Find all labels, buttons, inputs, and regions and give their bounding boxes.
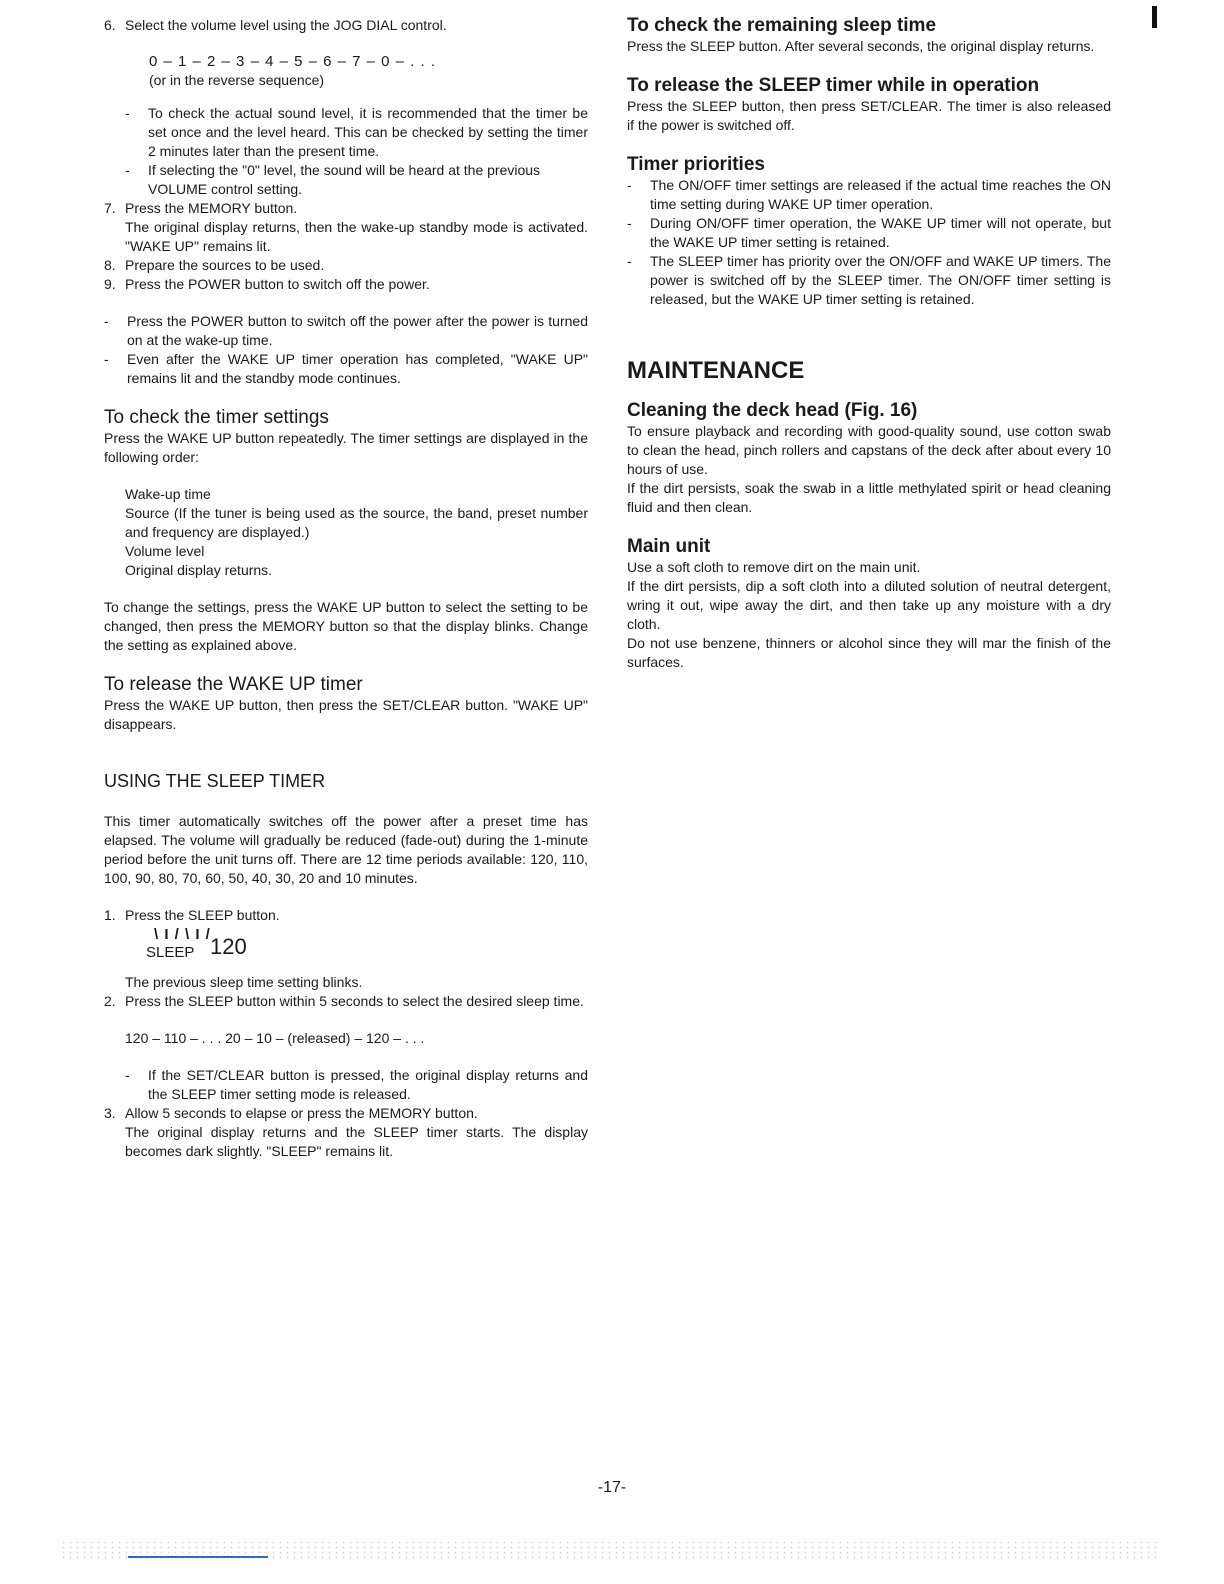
sleep-step-1-note: The previous sleep time setting blinks. — [125, 974, 363, 990]
list-item: Volume level — [125, 543, 205, 559]
step-8 — [104, 256, 588, 275]
sleep-display-label: SLEEP — [146, 944, 195, 961]
step-text: Press the POWER button to switch off the power. — [125, 276, 430, 292]
section-heading-maintenance: MAINTENANCE — [627, 357, 805, 384]
section-heading-release-sleep: To release the SLEEP timer while in operation — [627, 75, 1040, 96]
step-number: 9. — [104, 276, 116, 292]
deck-cleaning-text: To ensure playback and recording with good-quality sound, use cotton swab to clean the head, pinch rollers and capstans of the deck after about every 10 hours of use. — [627, 423, 1111, 477]
step-number: 3. — [104, 1105, 116, 1121]
step-number: 1. — [104, 907, 116, 923]
page-edge-mark — [1152, 6, 1157, 28]
sleep-step-1 — [104, 906, 588, 925]
section-heading-sleep-timer: USING THE SLEEP TIMER — [104, 771, 326, 791]
bullet-item: - During ON/OFF timer operation, the WAKE UP timer will not operate, but the WAKE UP timer setting is retained. — [627, 214, 1111, 252]
list-item: Original display returns. — [125, 562, 273, 578]
step-6 — [104, 16, 588, 35]
sleep-intro: This timer automatically switches off the power after a preset time has elapsed. The volume will gradually be reduced (fade-out) during the 1-minute period before the unit turns off. There are 12 time periods available: 120, 110, 100, 90, 80, 70, 60, 50, 40, 30, 20 and 10 minutes. — [104, 813, 588, 886]
sleep-display-illustration — [146, 925, 588, 965]
bullet-item: - Even after the WAKE UP timer operation has completed, "WAKE UP" remains lit and the standby mode continues. — [104, 350, 588, 388]
section-heading-release-wakeup: To release the WAKE UP timer — [104, 674, 363, 695]
page-number: -17- — [597, 1479, 627, 1496]
change-settings-text: To change the settings, press the WAKE UP button to select the setting to be changed, then press the MEMORY button so that the display blinks. Change the setting as explained above. — [104, 599, 588, 653]
scan-artifact-line — [128, 1556, 268, 1558]
bullet-item: - To check the actual sound level, it is recommended that the timer be set once and the level heard. This can be checked by setting the timer 2 minutes later than the present time. — [125, 104, 588, 161]
step-text: Prepare the sources to be used. — [125, 257, 325, 273]
volume-sequence: 0 – 1 – 2 – 3 – 4 – 5 – 6 – 7 – 0 – . . . — [149, 53, 437, 70]
bullet-item: - Press the POWER button to switch off the power after the power is turned on at the wake-up time. — [104, 312, 588, 350]
deck-cleaning-text: If the dirt persists, soak the swab in a little methylated spirit or head cleaning fluid and then clean. — [627, 480, 1111, 515]
step-text: Press the MEMORY button. — [125, 200, 298, 216]
release-wakeup-text: Press the WAKE UP button, then press the SET/CLEAR button. "WAKE UP" disappears. — [104, 697, 588, 732]
section-heading-check-timer: To check the timer settings — [104, 407, 329, 428]
sleep-step-3 — [104, 1104, 588, 1161]
remaining-sleep-text: Press the SLEEP button. After several seconds, the original display returns. — [627, 38, 1095, 54]
step-9 — [104, 275, 588, 294]
step-detail: The original display returns and the SLEEP timer starts. The display becomes dark slightly. "SLEEP" remains lit. — [125, 1124, 588, 1159]
main-unit-text: If the dirt persists, dip a soft cloth into a diluted solution of neutral detergent, wring it out, wipe away the dirt, and then take up any moisture with a dry cloth. — [627, 578, 1111, 632]
sequence-note: (or in the reverse sequence) — [149, 72, 325, 88]
bullet-item: - If selecting the "0" level, the sound will be heard at the previous VOLUME control setting. — [125, 161, 588, 199]
bullet-item: - The ON/OFF timer settings are released if the actual time reaches the ON time setting during WAKE UP timer operation. — [627, 176, 1111, 214]
list-item: Wake-up time — [125, 486, 211, 502]
main-unit-text: Do not use benzene, thinners or alcohol since they will mar the finish of the surfaces. — [627, 635, 1111, 670]
right-column — [627, 0, 1111, 672]
check-list — [104, 485, 588, 580]
sleep-sequence: 120 – 110 – . . . 20 – 10 – (released) – 120 – . . . — [125, 1030, 425, 1046]
bullet-item: - The SLEEP timer has priority over the ON/OFF and WAKE UP timers. The power is switched off by the SLEEP timer. The ON/OFF timer setting is released, but the WAKE UP timer setting is retained. — [627, 252, 1111, 309]
main-unit-text: Use a soft cloth to remove dirt on the main unit. — [627, 559, 921, 575]
section-heading-main-unit: Main unit — [627, 536, 711, 557]
step-number: 8. — [104, 257, 116, 273]
step-text: Select the volume level using the JOG DIAL control. — [125, 17, 447, 33]
section-heading-remaining-sleep: To check the remaining sleep time — [627, 15, 937, 36]
step-number: 7. — [104, 200, 116, 216]
step-7 — [104, 199, 588, 256]
step-text: Press the SLEEP button within 5 seconds to select the desired sleep time. — [125, 993, 584, 1009]
sleep-step-2 — [104, 992, 588, 1011]
step-number: 6. — [104, 17, 116, 33]
step-text: Allow 5 seconds to elapse or press the MEMORY button. — [125, 1105, 478, 1121]
section-heading-timer-priorities: Timer priorities — [627, 154, 765, 175]
step-text: Press the SLEEP button. — [125, 907, 280, 923]
section-heading-deck-cleaning: Cleaning the deck head (Fig. 16) — [627, 400, 918, 421]
list-item: Source (If the tuner is being used as the source, the band, preset number and frequency are displayed.) — [125, 505, 588, 540]
check-intro: Press the WAKE UP button repeatedly. The timer settings are displayed in the following order: — [104, 430, 588, 465]
blink-rays-icon: \ I / \ I / — [154, 926, 211, 943]
left-column — [104, 0, 588, 1161]
step-number: 2. — [104, 993, 116, 1009]
release-sleep-text: Press the SLEEP button, then press SET/CLEAR. The timer is also released if the power is switched off. — [627, 98, 1111, 133]
step-detail: The original display returns, then the wake-up standby mode is activated. "WAKE UP" remains lit. — [125, 219, 588, 254]
bullet-item: - If the SET/CLEAR button is pressed, the original display returns and the SLEEP timer setting mode is released. — [125, 1066, 588, 1104]
sleep-display-value: 120 — [210, 934, 247, 959]
